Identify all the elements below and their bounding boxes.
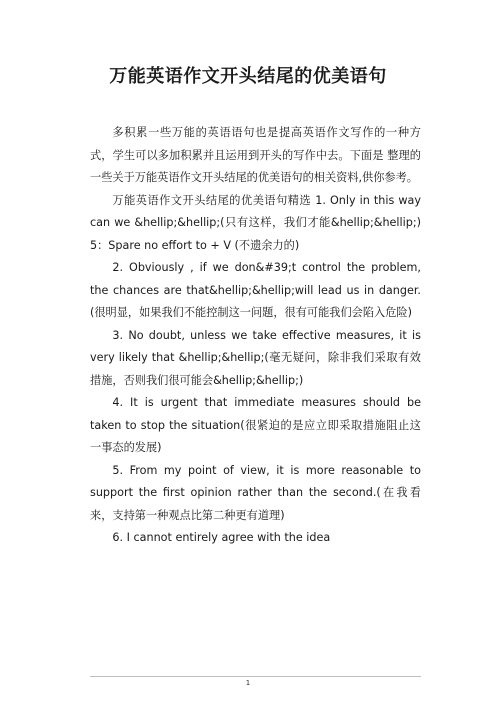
- paragraph: 3. No doubt, unless we take effective measures, it is very likely that &hellip;&hellip;(毫无疑问，除非我们采取有效措施，否则我们很可能会&hellip;&hellip;): [90, 328, 421, 387]
- paragraph: 万能英语作文开头结尾的优美语句精选 1. Only in this way can we &hellip;&hellip;(只有这样，我们才能&hellip;&hellip;) 5：Spare no effort to + V (不遗余力的): [90, 193, 421, 252]
- paragraph: 4. It is urgent that immediate measures should be taken to stop the situation(很紧迫的是应立即采取措施阻止这一事态的发展): [90, 396, 421, 454]
- document-title: 万能英语作文开头结尾的优美语句: [109, 66, 387, 87]
- document-body: [90, 122, 421, 550]
- page-number: 1: [245, 679, 251, 687]
- paragraph: 5. From my point of view, it is more reasonable to support the first opinion rather than the second.(在我看来，支持第一种观点比第二种更有道理): [90, 463, 421, 522]
- paragraph: 多积累一些万能的英语语句也是提高英语作文写作的一种方式，学生可以多加积累并且运用到开头的写作中去。下面是 整理的一些关于万能英语作文开头结尾的优美语句的相关资料,供你参考。: [90, 126, 421, 184]
- paragraph: 2. Obviously , if we don&#39;t control the problem, the chances are that&hellip;&hellip;will lead us in danger.(很明显，如果我们不能控制这一问题，很有可能我们会陷入危险): [90, 261, 421, 319]
- footer-divider: [90, 676, 421, 677]
- paragraph: 6. I cannot entirely agree with the idea: [112, 531, 331, 544]
